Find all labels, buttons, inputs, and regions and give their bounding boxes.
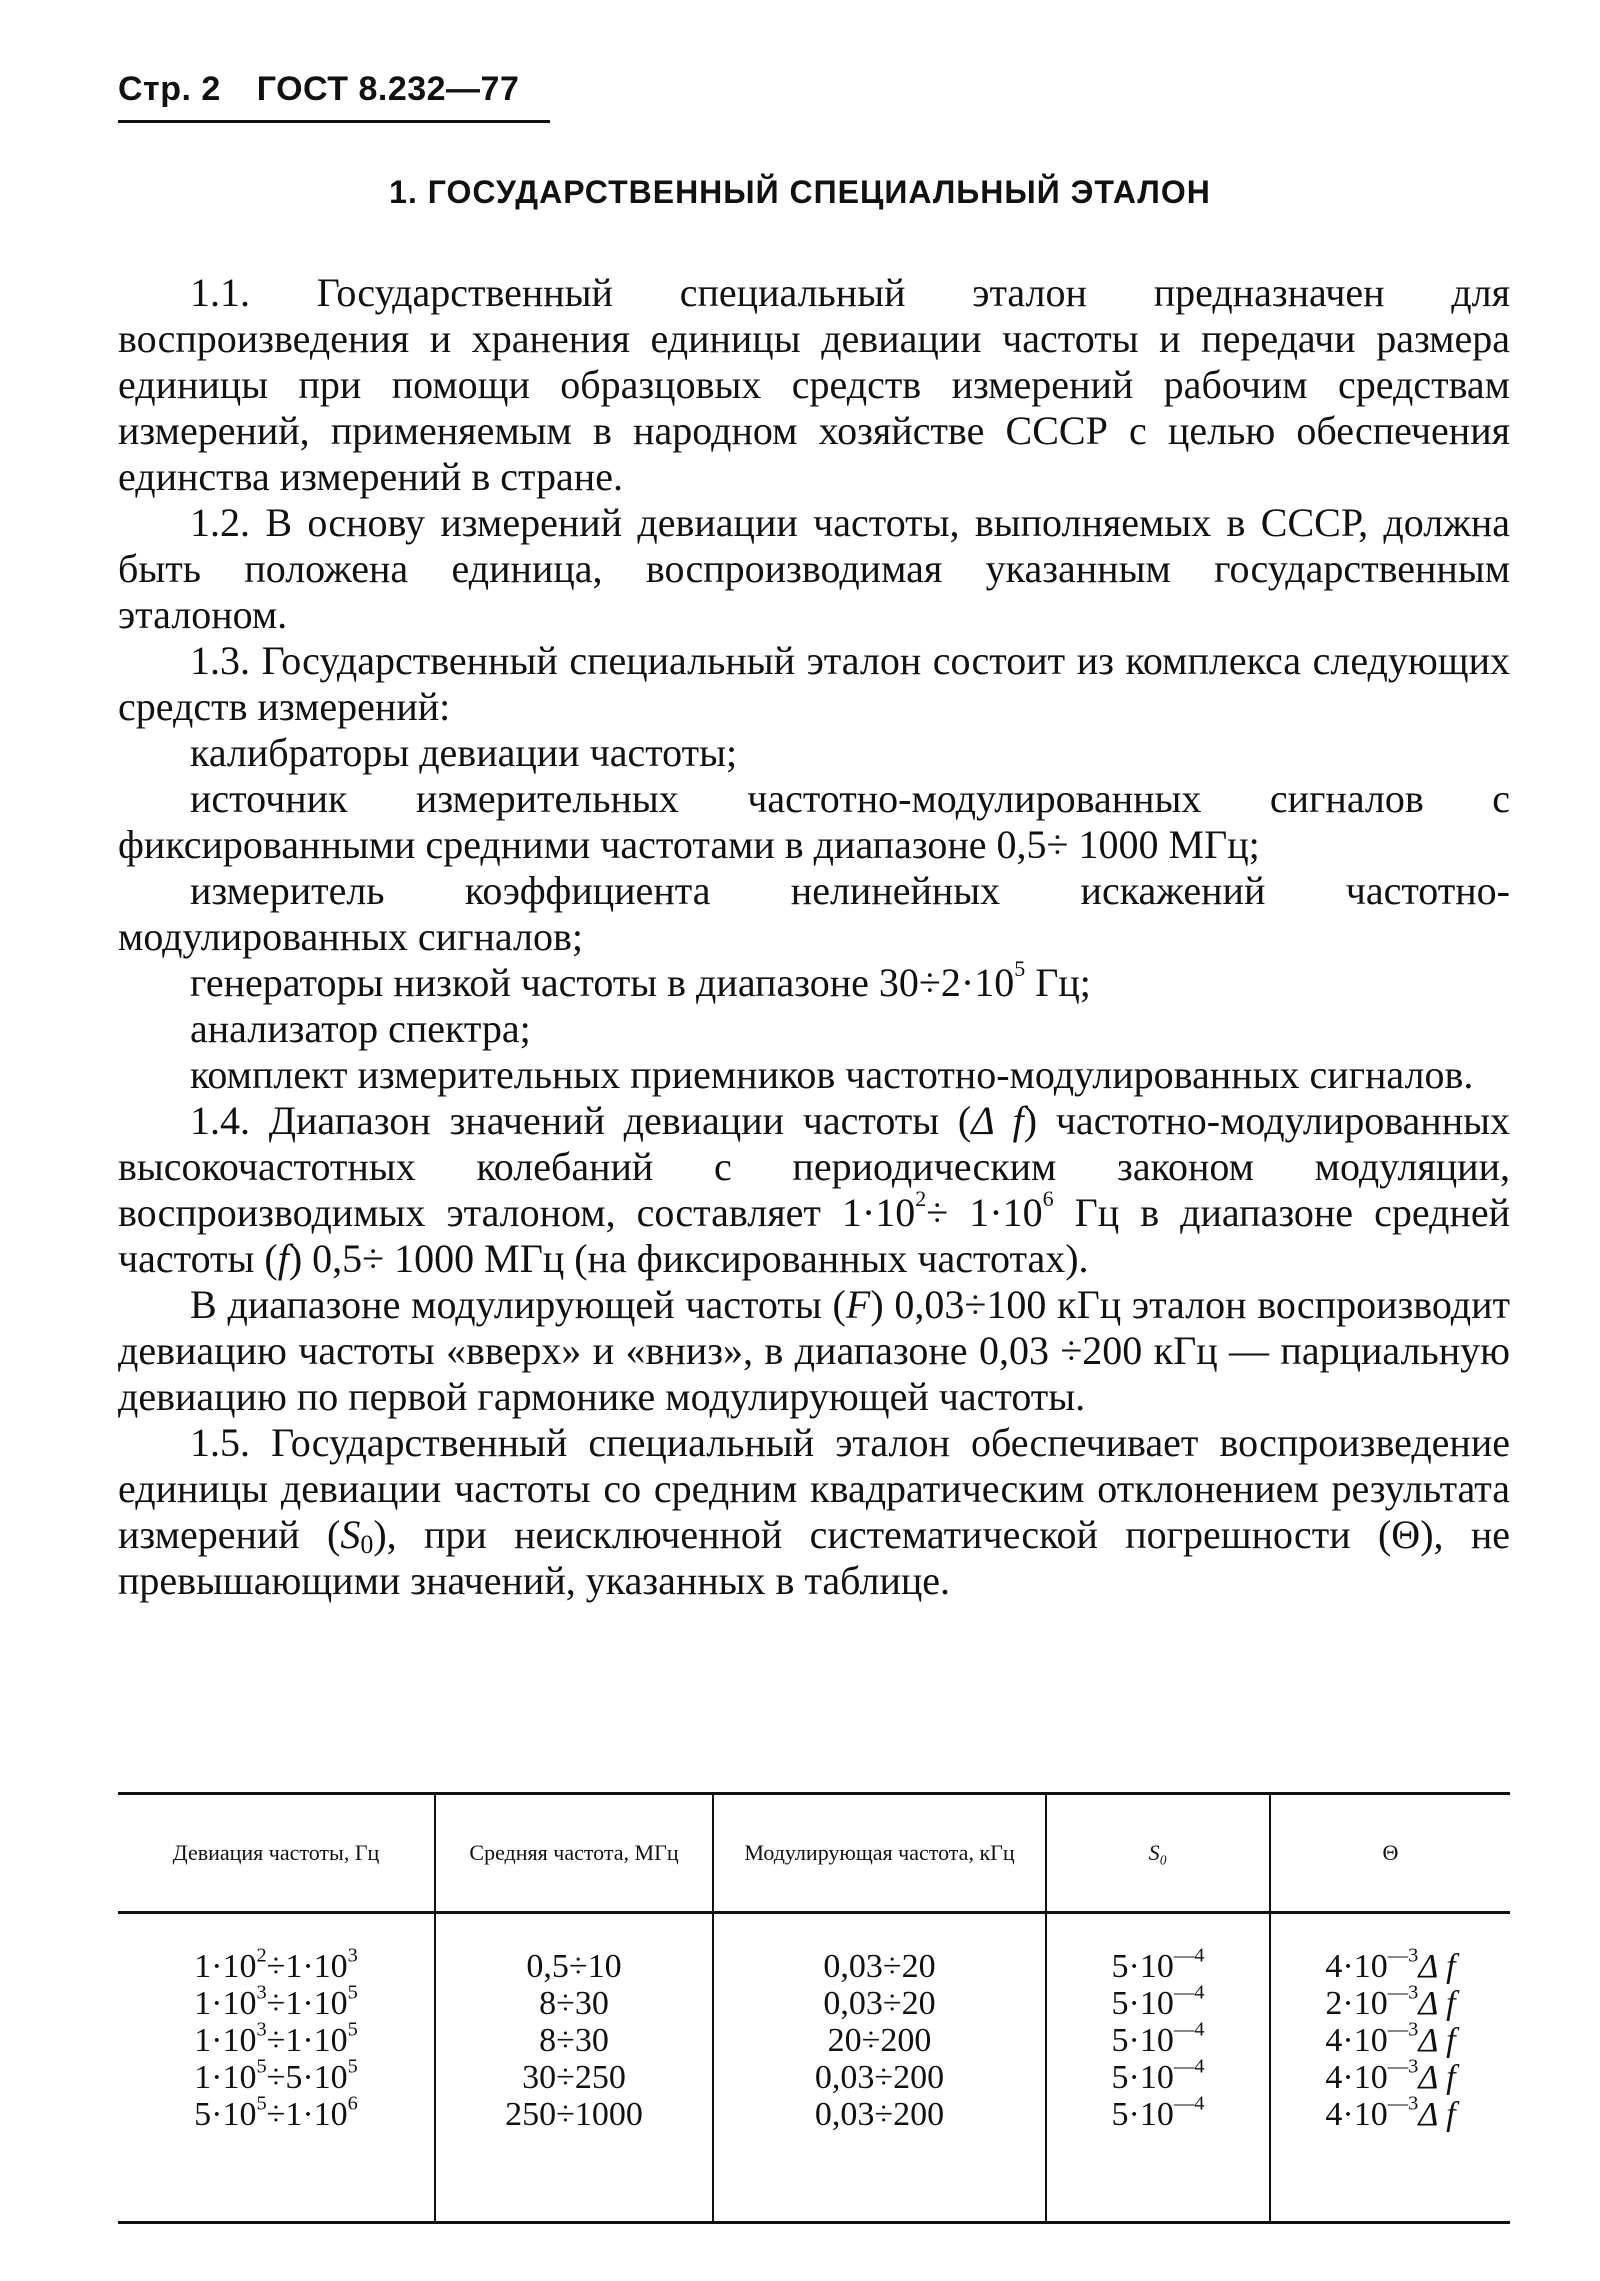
cell-text: 5·10 — [1111, 1985, 1174, 2022]
cell-text: 1·10 — [194, 2059, 257, 2096]
header-deviation: Девиация частоты, Гц — [118, 1794, 435, 1913]
cell-theta — [1270, 1913, 1510, 1986]
cell-s0 — [1046, 2018, 1270, 2059]
list-item-generators — [118, 956, 1510, 1006]
cell-text: 1·10 — [194, 1948, 257, 1985]
header-mid-frequency: Средняя частота, МГц — [435, 1794, 713, 1913]
cell-text: ÷1·10 — [266, 2096, 348, 2133]
cell-text: Δ f — [1418, 2059, 1456, 2096]
cell-mid-frequency: 30÷250 — [435, 2059, 713, 2096]
cell-text: 5·10 — [194, 2096, 257, 2133]
cell-text: —4 — [1173, 2092, 1205, 2115]
cell-text: —3 — [1387, 2092, 1419, 2115]
F-symbol: F — [845, 1282, 871, 1327]
list-item: измеритель коэффициента нелинейных искажений частотно-модулированных сигналов; — [118, 868, 1510, 959]
cell-text: 1·10 — [194, 1985, 257, 2022]
paragraph-1-3: 1.3. Государственный специальный эталон состоит из комплекса следующих средств измерений: — [118, 638, 1510, 729]
table-row — [118, 1985, 1510, 2022]
cell-text: ÷1·10 — [266, 1948, 348, 1985]
cell-text: 3 — [347, 1944, 358, 1967]
text-run: ) 0,5÷ 1000 МГц (на фиксированных частотах). — [288, 1236, 1089, 1281]
cell-s0 — [1046, 2092, 1270, 2223]
cell-text: 2·10 — [1325, 1985, 1388, 2022]
header-rule — [118, 120, 550, 123]
f-symbol: f — [277, 1236, 289, 1281]
delta-f-symbol: Δ f — [971, 1098, 1024, 1143]
cell-text: —3 — [1387, 1944, 1419, 1967]
cell-deviation — [118, 1913, 435, 1986]
header-mod-frequency: Модулирующая частота, кГц — [713, 1794, 1046, 1913]
running-header — [118, 70, 519, 109]
cell-text: 5·10 — [1111, 2059, 1174, 2096]
cell-text: —4 — [1173, 1981, 1205, 2004]
paragraph-1-1: 1.1. Государственный специальный эталон предназначен для воспроизведения и хранения единицы девиации частоты и передачи размера единицы при помощи образцовых средств измерений рабочим средствам измерений, применяемым в народном хозяйстве СССР с целью обеспечения единства измерений в стране. — [118, 270, 1510, 499]
cell-deviation — [118, 2018, 435, 2059]
cell-text: Δ f — [1418, 2022, 1456, 2059]
table-row — [118, 2059, 1510, 2096]
cell-text: 5 — [256, 2055, 267, 2078]
text-run: 1.5. Государственный специальный эталон обеспечивает воспроизведение единицы девиации частоты со средним квадратическим отклонением результата измерений ( — [118, 1420, 1510, 1557]
exponent: 6 — [1042, 1186, 1054, 1212]
cell-text: 5 — [347, 2018, 358, 2041]
cell-text: 4·10 — [1325, 2059, 1388, 2096]
cell-text: 4·10 — [1325, 2096, 1388, 2133]
paragraph-1-4-continued — [118, 1282, 1510, 1420]
cell-text: 1·10 — [194, 2022, 257, 2059]
generator-exponent: 5 — [1014, 956, 1026, 982]
text-run: ) частотно-модулированных высокочастотных колебаний с периодическим законом модуляции, воспроизводимых эталоном, составляет 1·10 — [118, 1098, 1510, 1235]
cell-mid-frequency: 8÷30 — [435, 1985, 713, 2022]
cell-text: ÷1·10 — [266, 2022, 348, 2059]
cell-text: Δ f — [1418, 2096, 1456, 2133]
cell-s0 — [1046, 1981, 1270, 2022]
theta-symbol: Θ — [1391, 1512, 1421, 1557]
cell-text: 5·10 — [1111, 2096, 1174, 2133]
cell-mod-frequency: 0,03÷200 — [713, 2059, 1046, 2096]
cell-mid-frequency: 0,5÷10 — [435, 1913, 713, 1986]
cell-mid-frequency: 8÷30 — [435, 2022, 713, 2059]
cell-mid-frequency: 250÷1000 — [435, 2096, 713, 2223]
cell-text: 5·10 — [1111, 1948, 1174, 1985]
cell-deviation — [118, 2055, 435, 2096]
cell-text: 5 — [347, 1981, 358, 2004]
cell-text: —3 — [1387, 2055, 1419, 2078]
cell-text: —3 — [1387, 1981, 1419, 2004]
S-symbol: S — [340, 1512, 361, 1557]
cell-mod-frequency: 0,03÷200 — [713, 2096, 1046, 2223]
cell-s0 — [1046, 1913, 1270, 1986]
cell-text: 4·10 — [1325, 1948, 1388, 1985]
cell-mod-frequency: 20÷200 — [713, 2022, 1046, 2059]
cell-text: 3 — [256, 1981, 267, 2004]
paragraph-1-4 — [118, 1098, 1510, 1282]
cell-text: 3 — [256, 2018, 267, 2041]
header-s0: S₀ — [1046, 1794, 1270, 1913]
text-run: В диапазоне модулирующей частоты ( — [190, 1282, 846, 1327]
cell-text: 5·10 — [1111, 2022, 1174, 2059]
header-theta: Θ — [1270, 1794, 1510, 1913]
text-run: ), при неисключенной систематической погрешности ( — [373, 1512, 1392, 1557]
page-label: Стр. 2 — [118, 70, 221, 108]
list-item: калибраторы девиации частоты; — [190, 730, 738, 775]
generator-text: генераторы низкой частоты в диапазоне 30÷2·10 — [190, 960, 1015, 1005]
cell-text: 2 — [256, 1944, 267, 1967]
table-row — [118, 2096, 1510, 2223]
table-header-row — [118, 1794, 1510, 1913]
table-row — [118, 1913, 1510, 1986]
paragraph-1-2: 1.2. В основу измерений девиации частоты, выполняемых в СССР, должна быть положена единица, воспроизводимая указанным государственным эталоном. — [118, 500, 1510, 637]
standard-number: ГОСТ 8.232—77 — [256, 70, 520, 108]
cell-text: —3 — [1387, 2018, 1419, 2041]
text-run: ), не превышающими значений, указанных в таблице. — [118, 1512, 1511, 1603]
cell-text: —4 — [1173, 2055, 1205, 2078]
list-item: анализатор спектра; — [190, 1006, 531, 1051]
cell-text: 5 — [256, 2092, 267, 2115]
cell-theta — [1270, 2055, 1510, 2096]
cell-theta — [1270, 2092, 1510, 2223]
exponent: 2 — [915, 1186, 927, 1212]
accuracy-table — [118, 1792, 1510, 2224]
cell-theta — [1270, 2018, 1510, 2059]
text-run: ÷ 1·10 — [926, 1190, 1043, 1235]
cell-text: —4 — [1173, 2018, 1205, 2041]
text-run: 1.4. Диапазон значений девиации частоты ( — [190, 1098, 972, 1143]
list-item: источник измерительных частотно-модулированных сигналов с фиксированными средними частотами в диапазоне 0,5÷ 1000 МГц; — [118, 776, 1510, 867]
cell-mod-frequency: 0,03÷20 — [713, 1913, 1046, 1986]
cell-text: 5 — [347, 2055, 358, 2078]
text-run: Гц в диапазоне средней частоты ( — [118, 1190, 1511, 1281]
cell-text: Δ f — [1418, 1948, 1456, 1985]
list-item: комплект измерительных приемников частотно-модулированных сигналов. — [190, 1052, 1474, 1097]
text-run: ) 0,03÷100 кГц эталон воспроизводит девиацию частоты «вверх» и «вниз», в диапазоне 0,03 ÷200 кГц — парциальную девиацию по первой гармонике модулирующей частоты. — [118, 1282, 1510, 1419]
cell-text: Δ f — [1418, 1985, 1456, 2022]
cell-text: 4·10 — [1325, 2022, 1388, 2059]
cell-theta — [1270, 1981, 1510, 2022]
S-subscript: 0 — [360, 1530, 374, 1560]
cell-deviation — [118, 1981, 435, 2022]
generator-unit: Гц; — [1025, 960, 1091, 1005]
cell-text: ÷5·10 — [266, 2059, 348, 2096]
body-text — [118, 270, 1510, 1604]
cell-text: —4 — [1173, 1944, 1205, 1967]
cell-deviation — [118, 2092, 435, 2223]
cell-text: ÷1·10 — [266, 1985, 348, 2022]
paragraph-1-5 — [118, 1420, 1510, 1604]
section-title: 1. ГОСУДАРСТВЕННЫЙ СПЕЦИАЛЬНЫЙ ЭТАЛОН — [389, 174, 1211, 210]
table-row — [118, 2022, 1510, 2059]
cell-s0 — [1046, 2055, 1270, 2096]
cell-mod-frequency: 0,03÷20 — [713, 1985, 1046, 2022]
cell-text: 6 — [347, 2092, 358, 2115]
